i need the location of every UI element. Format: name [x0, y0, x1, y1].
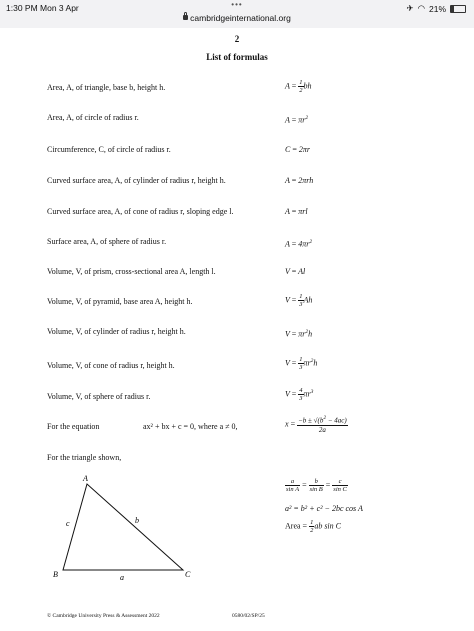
page-title: List of formulas [206, 52, 268, 62]
triangle-diagram [45, 470, 215, 582]
formula-triangle-area: A = $\frac{1}{2}$ bh [285, 79, 312, 94]
formula-pyramid-volume: V = $\frac{1}{3}$ Ah [285, 293, 313, 308]
url-text: cambridgeinternational.org [190, 13, 291, 23]
formula-label-circumference: Circumference, C, of circle of radius r. [47, 145, 171, 154]
formula-prism-volume: V = Al [285, 267, 306, 276]
footer-copyright: © Cambridge University Press & Assessment 2022 [47, 613, 160, 619]
formula-label-sphere-volume: Volume, V, of sphere of radius r. [47, 392, 151, 401]
formula-circle-area: $A = \pi r^2$ [285, 115, 309, 125]
formula-cone-surface: A = πrl [285, 207, 308, 216]
side-b-label: b [135, 516, 139, 525]
cosine-rule: a² = b² + c² − 2bc cos A [285, 504, 363, 513]
battery-text: 21% [428, 3, 446, 14]
vertex-c-label: C [185, 570, 191, 579]
time-date: 1:30 PM Mon 3 Apr [6, 3, 79, 13]
formula-cylinder-surface: A = 2πrh [285, 176, 314, 185]
formula-cone-volume: V = $\frac{1}{3}$ $\pi r^2h$ [285, 356, 318, 372]
formula-label-cone-volume: Volume, V, of cone of radius r, height h. [47, 361, 175, 370]
formula-sphere-volume: V = $\frac{4}{3}$ $\pi r^3$ [285, 387, 314, 403]
formula-label-cone-surface: Curved surface area, A, of cone of radius r, sloping edge l. [47, 207, 234, 216]
triangle-area-formula: Area = $\frac{1}{2}$ ab sin C [285, 519, 341, 534]
side-a-label: a [120, 573, 124, 582]
wifi-icon: ◠ [417, 3, 425, 13]
status-icons [406, 3, 466, 14]
triangle-label: For the triangle shown, [47, 453, 122, 462]
formula-sphere-surface: $A = 4\pi r^2$ [285, 239, 313, 249]
formula-cylinder-volume: $V = \pi r^2h$ [285, 329, 313, 339]
lock-icon [183, 15, 188, 20]
formula-circumference: C = 2πr [285, 145, 310, 154]
formula-label-pyramid-volume: Volume, V, of pyramid, base area A, height h. [47, 297, 193, 306]
airplane-icon: ✈ [406, 3, 414, 13]
formula-label-prism-volume: Volume, V, of prism, cross-sectional area A, length l. [47, 267, 216, 276]
ios-status-bar [0, 0, 474, 28]
side-c-label: c [66, 519, 70, 528]
more-dots-icon[interactable]: ••• [231, 0, 243, 9]
vertex-b-label: B [53, 570, 58, 579]
quadratic-formula: x = $\frac{-b \pm √(b^2 - 4ac)}{2a}$ [285, 415, 347, 435]
pdf-page[interactable] [0, 28, 474, 631]
address-bar[interactable] [0, 13, 474, 23]
triangle-shape [63, 484, 183, 570]
formula-label-triangle-area: Area, A, of triangle, base b, height h. [47, 83, 166, 92]
formula-label-cylinder-volume: Volume, V, of cylinder of radius r, height h. [47, 327, 186, 336]
formula-label-sphere-surface: Surface area, A, of sphere of radius r. [47, 237, 167, 246]
battery-icon [450, 5, 466, 13]
sine-rule: $\frac{a}{\text{sin A}}$ = $\frac{b}{\text{sin B}}$ = $\frac{c}{\text{sin C}}$ [286, 478, 347, 493]
page-number: 2 [234, 34, 240, 44]
quadratic-equation: ax² + bx + c = 0, where a ≠ 0, [143, 422, 238, 431]
equation-label: For the equation [47, 422, 100, 431]
vertex-a-label: A [83, 474, 88, 483]
formula-label-cylinder-surface: Curved surface area, A, of cylinder of radius r, height h. [47, 176, 226, 185]
formula-label-circle-area: Area, A, of circle of radius r. [47, 113, 139, 122]
footer-code: 0580/02/SP/25 [232, 613, 265, 619]
